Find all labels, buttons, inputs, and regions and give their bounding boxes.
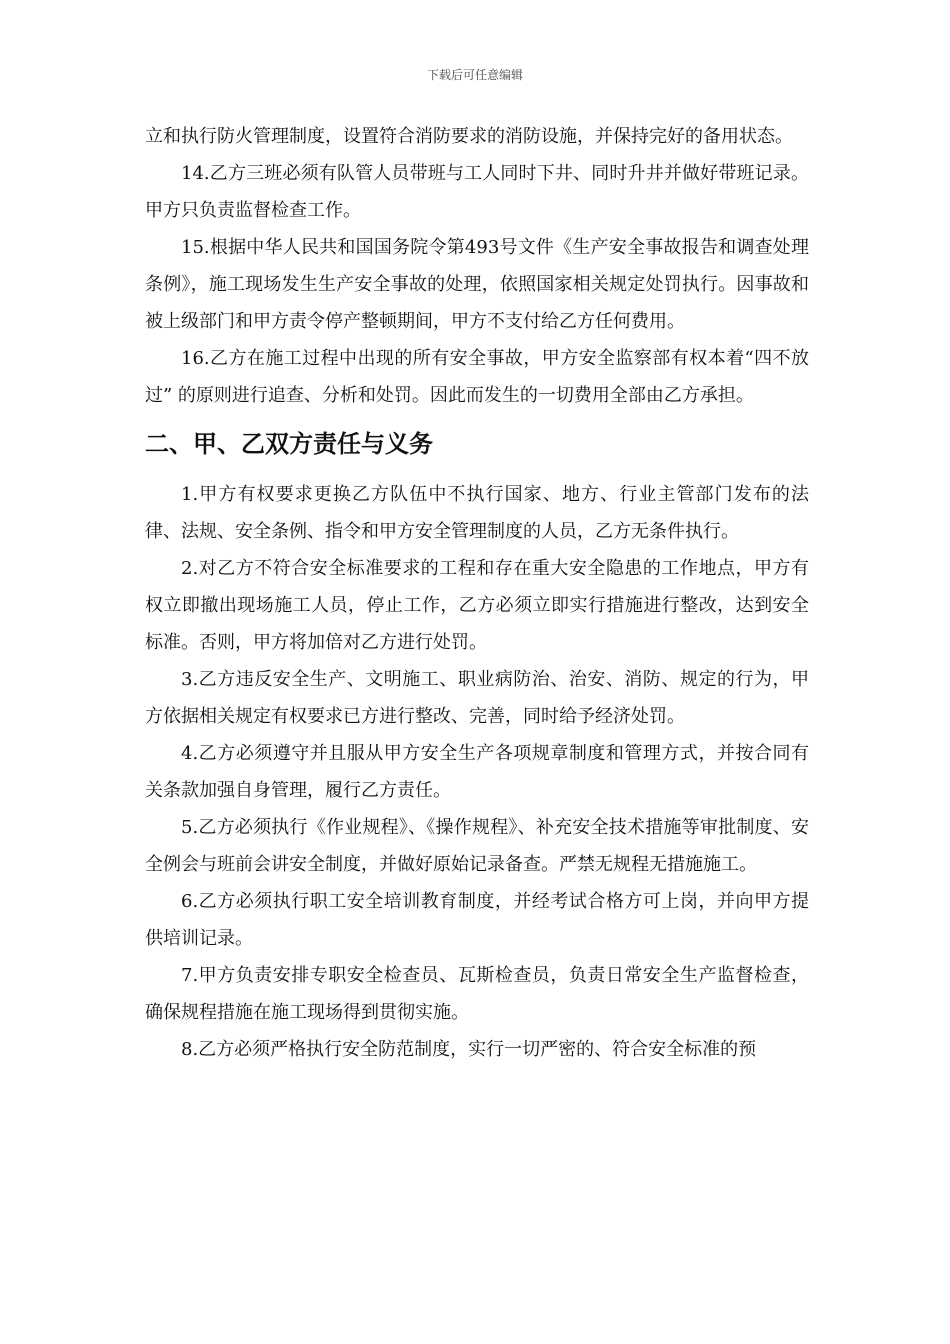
paragraph-item-15: 15.根据中华人民共和国国务院令第493号文件《生产安全事故报告和调查处理条例》，施工现场发生生产安全事故的处理，依照国家相关规定处罚执行。因事故和被上级部门和甲方责令停产整顿期间，甲方不支付给乙方任何费用。 <box>145 237 809 332</box>
paragraph-duty-4: 4.乙方必须遵守并且服从甲方安全生产各项规章制度和管理方式，并按合同有关条款加强自身管理，履行乙方责任。 <box>145 743 809 801</box>
paragraph-duty-2: 2.对乙方不符合安全标准要求的工程和存在重大安全隐患的工作地点，甲方有权立即撤出现场施工人员，停止工作，乙方必须立即实行措施进行整改，达到安全标准。否则，甲方将加倍对乙方进行处罚。 <box>145 558 809 653</box>
paragraph-duty-6: 6.乙方必须执行职工安全培训教育制度，并经考试合格方可上岗，并向甲方提供培训记录。 <box>145 891 809 949</box>
paragraph-continuation: 立和执行防火管理制度，设置符合消防要求的消防设施，并保持完好的备用状态。 <box>145 126 793 147</box>
section-title: 二、甲、乙双方责任与义务 <box>145 430 433 458</box>
paragraph-item-14: 14.乙方三班必须有队管人员带班与工人同时下井、同时升井并做好带班记录。甲方只负责监督检查工作。 <box>145 163 809 221</box>
paragraph-duty-5: 5.乙方必须执行《作业规程》、《操作规程》、补充安全技术措施等审批制度、安全例会与班前会讲安全制度，并做好原始记录备查。严禁无规程无措施施工。 <box>145 817 809 875</box>
paragraph-duty-7: 7.甲方负责安排专职安全检查员、瓦斯检查员，负责日常安全生产监督检查，确保规程措施在施工现场得到贯彻实施。 <box>145 965 809 1023</box>
paragraph-item-16: 16.乙方在施工过程中出现的所有安全事故，甲方安全监察部有权本着“四不放过” 的原则进行追查、分析和处罚。因此而发生的一切费用全部由乙方承担。 <box>145 348 809 406</box>
paragraph-duty-8: 8.乙方必须严格执行安全防范制度，实行一切严密的、符合安全标准的预 <box>181 1039 757 1060</box>
document-body <box>145 118 809 1068</box>
paragraph-duty-1: 1.甲方有权要求更换乙方队伍中不执行国家、地方、行业主管部门发布的法律、法规、安全条例、指令和甲方安全管理制度的人员，乙方无条件执行。 <box>145 484 809 542</box>
header-note: 下载后可任意编辑 <box>426 68 523 82</box>
paragraph-duty-3: 3.乙方违反安全生产、文明施工、职业病防治、治安、消防、规定的行为，甲方依据相关规定有权要求已方进行整改、完善，同时给予经济处罚。 <box>145 669 809 727</box>
